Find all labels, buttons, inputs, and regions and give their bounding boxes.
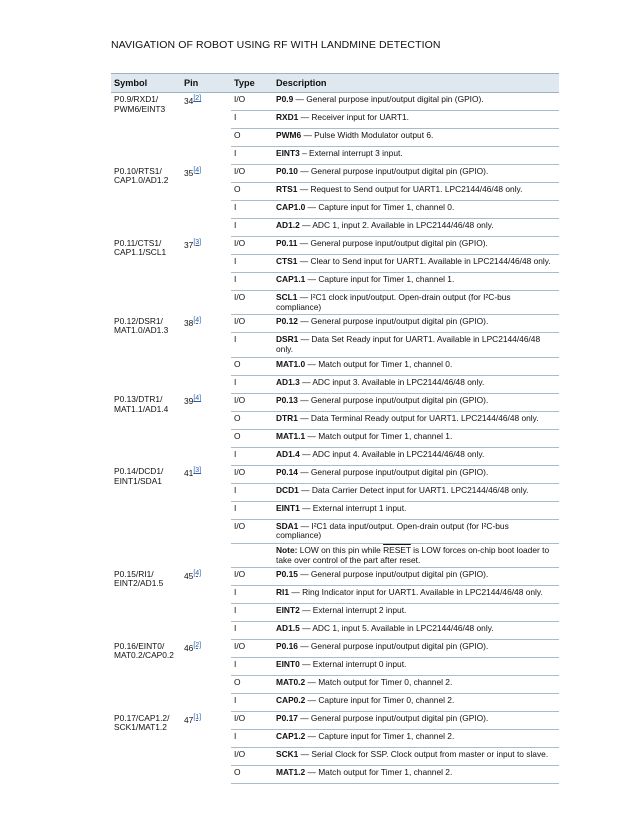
pin-description [273,604,559,622]
pin-type: I [231,333,273,357]
pin-description [273,501,559,519]
pin-number-cell [181,165,231,237]
pin-symbol: P0.10/RTS1/ CAP1.0/AD1.2 [114,165,169,186]
function-text: — General purpose input/output digital pin (GPIO). [297,569,489,580]
pin-type: O [231,129,273,147]
function-text: — ADC 1, input 5. Available in LPC2144/46/48 only. [299,623,494,634]
pin-description [273,255,559,273]
pin-type: O [231,766,273,784]
pin-type: I [231,586,273,604]
note-reset-signal: RESET [383,544,411,555]
function-name: AD1.2 [276,220,300,230]
pin-description [273,375,559,393]
pin-number: 46 [184,642,194,653]
function-text: — Match output for Timer 1, channel 1. [305,430,453,441]
function-text: — General purpose input/output digital pin (GPIO). [293,94,484,104]
function-text: — General purpose input/output digital pin (GPIO). [297,713,489,724]
function-name: EINT2 [276,605,300,616]
pin-number-cell [181,465,231,568]
function-text: — Match output for Timer 1, channel 0. [305,358,453,369]
column-header-type: Type [231,74,273,93]
pin-type: I [231,604,273,622]
pin-description [273,237,559,255]
pin-description [273,658,559,676]
function-name: CAP1.0 [276,202,306,212]
pin-type: I [231,273,273,291]
pin-type: I [231,658,273,676]
function-text: — General purpose input/output digital pin (GPIO). [297,316,489,327]
table-row [111,712,559,730]
function-text: — Match output for Timer 0, channel 2. [305,677,453,688]
function-text: — External interrupt 2 input. [299,605,407,616]
function-name: DSR1 [276,334,299,345]
pin-number: 45 [184,570,194,581]
table-row [111,393,559,411]
pin-type: O [231,411,273,429]
footnote-ref-link[interactable]: [4] [193,395,202,403]
pin-type: I/O [231,165,273,183]
function-text: — Capture input for Timer 1, channel 2. [305,731,455,742]
function-name: P0.13 [276,394,298,405]
function-text: — General purpose input/output digital pin (GPIO). [297,641,489,652]
function-text: — I²C1 data input/output. Open-drain output (for I²C-bus compliance) [276,520,509,541]
pin-number-cell [181,237,231,315]
function-name: P0.14 [276,466,298,477]
pin-symbol: P0.17/CAP1.2/ SCK1/MAT1.2 [114,712,170,733]
table-row [111,237,559,255]
footnote-ref-link[interactable]: [1] [193,713,202,721]
pin-description [273,291,559,315]
pin-number: 47 [184,714,194,725]
function-name: SCL1 [276,292,298,302]
pin-type: I [231,622,273,640]
table-row [111,93,559,111]
table-row [111,568,559,586]
table-header-row [111,74,559,93]
function-text: — ADC input 3. Available in LPC2144/46/48 only. [299,376,485,387]
pin-type: I [231,111,273,129]
function-text: — General purpose input/output digital pin (GPIO). [297,466,489,477]
pin-number-cell [181,568,231,640]
pin-description [273,147,559,165]
footnote-ref-link[interactable]: [3] [193,238,202,246]
pin-description [273,315,559,333]
pin-description [273,411,559,429]
note-pre: LOW on this pin while [297,544,384,555]
pin-description [273,730,559,748]
function-text: — Ring Indicator input for UART1. Available in LPC2144/46/48 only. [289,587,543,598]
pin-number-cell [181,315,231,393]
function-name: EINT0 [276,659,300,670]
function-text: — ADC input 4. Available in LPC2144/46/48 only. [299,448,485,459]
pin-description [273,273,559,291]
pin-description [273,129,559,147]
function-text: — General purpose input/output digital pin (GPIO). [297,166,489,176]
function-text: — Request to Send output for UART1. LPC2144/46/48 only. [297,184,523,194]
function-text: — General purpose input/output digital pin (GPIO). [297,238,488,248]
pin-description [273,694,559,712]
pin-type: I [231,201,273,219]
pin-symbol: P0.16/EINT0/ MAT0.2/CAP0.2 [114,640,174,661]
pin-type: I [231,219,273,237]
function-text: — External interrupt 0 input. [299,659,407,670]
pin-description [273,586,559,604]
pin-description [273,712,559,730]
table-row [111,640,559,658]
pin-type: I/O [231,291,273,315]
function-name: PWM6 [276,130,302,140]
note-post: is LOW forces on-chip boot loader to take over control of the part after reset. [276,544,550,565]
function-text: — Receiver input for UART1. [298,112,409,122]
function-name: MAT1.1 [276,430,306,441]
function-text: — Capture input for Timer 0, channel 2. [305,695,455,706]
pin-type: I [231,694,273,712]
function-text: — Data Set Ready input for UART1. Available in LPC2144/46/48 only. [276,334,541,354]
pin-type: I/O [231,315,273,333]
pin-number: 41 [184,467,194,478]
footnote-ref-link[interactable]: [4] [193,166,202,174]
function-text: — Data Carrier Detect input for UART1. LPC2144/46/48 only. [298,484,529,495]
function-text: — Serial Clock for SSP. Clock output from master or input to slave. [298,749,549,760]
pin-type: I/O [231,465,273,483]
pin-description [273,483,559,501]
page-header: NAVIGATION OF ROBOT USING RF WITH LANDMINE DETECTION [111,39,441,51]
pin-type: O [231,183,273,201]
function-name: SDA1 [276,520,299,531]
function-name: AD1.3 [276,376,300,387]
pin-symbol: P0.9/RXD1/ PWM6/EINT3 [114,94,166,114]
column-header-symbol: Symbol [111,74,181,93]
function-name: CAP1.2 [276,731,306,742]
function-name: P0.12 [276,316,298,327]
pin-type: I/O [231,712,273,730]
pin-description [273,622,559,640]
pin-description [273,429,559,447]
pin-type: I/O [231,93,273,111]
pin-type: I/O [231,237,273,255]
pin-description [273,201,559,219]
function-name: RXD1 [276,112,299,122]
pin-type: I [231,147,273,165]
function-name: P0.11 [276,238,298,248]
function-text: — Data Terminal Ready output for UART1. LPC2144/46/48 only. [297,412,539,423]
pin-description-table [111,73,559,784]
pin-description [273,465,559,483]
pin-number-cell [181,640,231,712]
function-name: DCD1 [276,484,299,495]
pin-type: I [231,375,273,393]
function-name: AD1.5 [276,623,300,634]
pin-description [273,393,559,411]
pin-number-cell [181,93,231,165]
pin-description [273,676,559,694]
function-name: RTS1 [276,184,298,194]
function-name: P0.16 [276,641,298,652]
pin-number: 39 [184,395,194,406]
table-body [111,93,559,784]
function-text: — I²C1 clock input/output. Open-drain output (for I²C-bus compliance) [276,292,511,312]
pin-type: I/O [231,519,273,543]
pin-number: 34 [184,95,194,106]
function-name: SCK1 [276,749,299,760]
function-name: MAT1.0 [276,358,306,369]
function-text: — External interrupt 1 input. [299,502,407,513]
pin-symbol: P0.15/RI1/ EINT2/AD1.5 [114,568,164,589]
column-header-pin: Pin [181,74,231,93]
pin-symbol: P0.11/CTS1/ CAP1.1/SCL1 [114,237,167,258]
pin-type: I/O [231,568,273,586]
pin-number: 37 [184,239,194,250]
footnote-ref-link[interactable]: [3] [193,467,202,475]
function-name: CTS1 [276,256,298,266]
pin-type: I/O [231,393,273,411]
function-text: — General purpose input/output digital pin (GPIO). [297,394,489,405]
footnote-ref-link[interactable]: [2] [193,641,202,649]
footnote-ref-link[interactable]: [4] [193,569,202,577]
pin-number-cell [181,393,231,465]
pin-description [273,111,559,129]
pin-symbol: P0.14/DCD1/ EINT1/SDA1 [114,466,164,486]
function-name: CAP0.2 [276,695,306,706]
pin-description [273,519,559,543]
function-text: — Capture input for Timer 1, channel 0. [305,202,455,212]
pin-type: I/O [231,640,273,658]
pin-type: I [231,730,273,748]
pin-description [273,165,559,183]
pin-number: 35 [184,167,194,178]
function-name: P0.9 [276,94,294,104]
pin-description [273,183,559,201]
pin-type: I [231,483,273,501]
note-text [273,543,559,567]
footnote-ref-link[interactable]: [2] [193,95,202,102]
pin-type: I [231,447,273,465]
pin-symbol: P0.12/DSR1/ MAT1.0/AD1.3 [114,315,169,336]
pin-type: I/O [231,748,273,766]
function-name: MAT0.2 [276,677,306,688]
pin-type: O [231,429,273,447]
function-name: P0.10 [276,166,298,176]
function-name: DTR1 [276,412,298,423]
pin-type: O [231,357,273,375]
table-row [111,315,559,333]
pin-description [273,766,559,784]
pin-type: O [231,676,273,694]
pin-description [273,219,559,237]
pin-description [273,357,559,375]
function-text: — Capture input for Timer 1, channel 1. [305,274,455,284]
pin-type: I [231,255,273,273]
pin-description [273,333,559,357]
pin-number: 38 [184,317,194,328]
function-text: – External interrupt 3 input. [299,148,403,158]
column-header-description: Description [273,74,559,93]
function-text: — ADC 1, input 2. Available in LPC2144/46/48 only. [299,220,494,230]
function-name: RI1 [276,587,290,598]
function-text: — Match output for Timer 1, channel 2. [305,767,453,778]
function-name: MAT1.2 [276,767,306,778]
pin-description [273,93,559,111]
pin-description [273,568,559,586]
function-text: — Pulse Width Modulator output 6. [301,130,434,140]
function-name: EINT3 [276,148,300,158]
function-name: EINT1 [276,502,300,513]
function-name: P0.15 [276,569,298,580]
function-name: CAP1.1 [276,274,306,284]
note-label: Note: [276,544,298,555]
table-row [111,165,559,183]
pin-description [273,447,559,465]
pin-description [273,748,559,766]
table-row [111,465,559,483]
function-name: P0.17 [276,713,298,724]
function-name: AD1.4 [276,448,300,459]
pin-number-cell [181,712,231,784]
pin-type: I [231,501,273,519]
pin-description [273,640,559,658]
note-type-empty [231,543,273,567]
pin-symbol: P0.13/DTR1/ MAT1.1/AD1.4 [114,394,169,414]
footnote-ref-link[interactable]: [4] [193,316,202,324]
function-text: — Clear to Send input for UART1. Available in LPC2144/46/48 only. [297,256,551,266]
